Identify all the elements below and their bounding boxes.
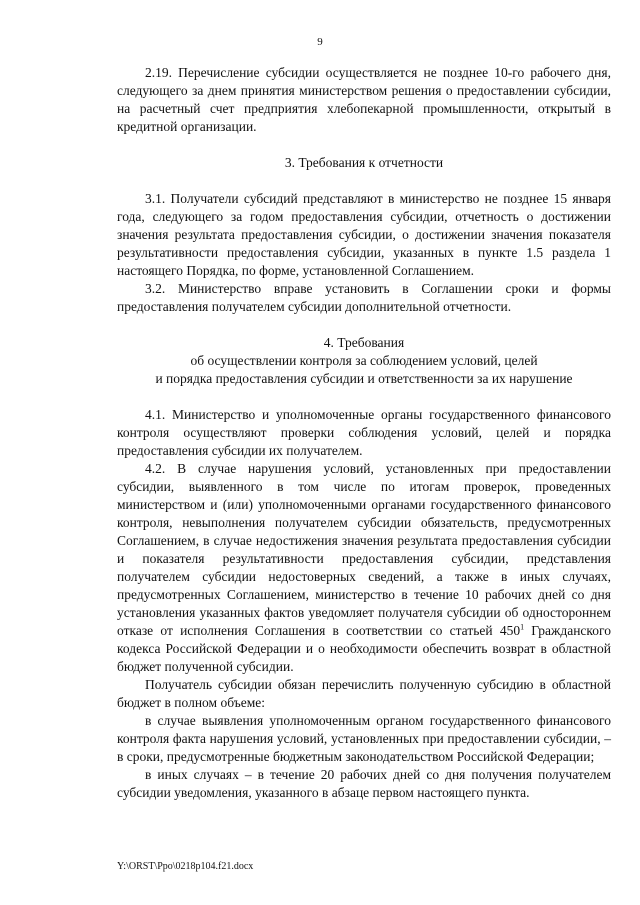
section-3-title: 3. Требования к отчетности <box>284 155 444 170</box>
footer-file-path: Y:\ORST\Ppo\0218p104.f21.docx <box>117 861 254 872</box>
paragraph-2-19: 2.19. Перечисление субсидии осуществляется не позднее 10-го рабочего дня, следующего за днем принятия министерством решения о предоставлении субсидии, на расчетный счет предприятия хлебопекарной промышленности, открытый в кредитной организации. <box>117 65 611 134</box>
section-4-subtitle-line-2: и порядка предоставления субсидии и ответственности за их нарушение <box>155 371 573 386</box>
page-number: 9 <box>317 36 323 48</box>
article-superscript: 1 <box>520 622 525 632</box>
paragraph-3-1: 3.1. Получатели субсидий представляют в министерство не позднее 15 января года, следующего за годом предоставления субсидии, отчетность о достижении значения результата предоставления субсидии, о достижении значения показателя результативности предоставления субсидии, указанных в пункте 1.5 раздела 1 настоящего Порядка, по форме, установленной Соглашением. <box>117 191 611 278</box>
paragraph-case-2: в иных случаях – в течение 20 рабочих дней со дня получения получателем субсидии уведомления, указанного в абзаце первом настоящего пункта. <box>117 767 611 800</box>
paragraph-4-2 <box>117 460 611 676</box>
paragraph-4-2-text-a: 4.2. В случае нарушения условий, установленных при предоставлении субсидии, выявленного в том числе по итогам проверок, проведенных министерством и (или) уполномоченными органами государственного финансового контроля, невыполнения получателем субсидии обязательств, предусмотренных Соглашением, в случае недостижения значения результата предоставления субсидии и показателя результативности предоставления субсидии, представления получателем субсидии недостоверных сведений, а также в иных случаях, предусмотренных Соглашением, министерство в течение 10 рабочих дней со дня установления указанных фактов уведомляет получателя субсидии об одностороннем отказе от исполнения Соглашения в соответствии со статьей 450 <box>117 461 611 638</box>
document-body <box>117 64 611 802</box>
paragraph-obligation: Получатель субсидии обязан перечислить полученную субсидию в областной бюджет в полном объеме: <box>117 677 611 710</box>
paragraph-4-2-text-b: Гражданского кодекса Российской Федерации и о необходимости обеспечить возврат в областной бюджет полученной субсидии. <box>117 623 611 674</box>
paragraph-3-2: 3.2. Министерство вправе установить в Соглашении сроки и формы предоставления получателем субсидии дополнительной отчетности. <box>117 281 611 314</box>
section-4-subtitle-line-1: об осуществлении контроля за соблюдением условий, целей <box>190 353 538 368</box>
section-4-title: 4. Требования <box>323 335 405 350</box>
paragraph-4-1: 4.1. Министерство и уполномоченные органы государственного финансового контроля осуществляют проверки соблюдения условий, целей и порядка предоставления субсидии их получателем. <box>117 407 611 458</box>
paragraph-case-1: в случае выявления уполномоченным органом государственного финансового контроля факта нарушения условий, установленных при предоставлении субсидии, – в сроки, предусмотренные бюджетным законодательством Российской Федерации; <box>117 713 611 764</box>
